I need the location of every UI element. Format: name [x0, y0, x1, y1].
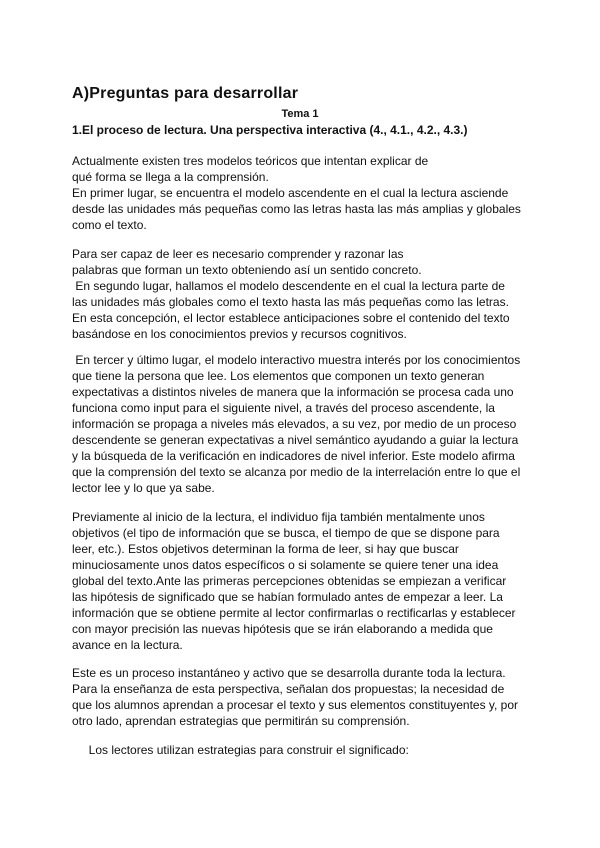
text-line: basándose en los conocimientos previos y recursos cognitivos.: [72, 327, 407, 341]
text-line: Este es un proceso instantáneo y activo que se desarrolla durante toda la lectura.: [72, 666, 506, 680]
text-line: descendente se generan expectativas a nivel semántico ayudando a guiar la lectura: [72, 433, 519, 447]
text-line: expectativas a distintos niveles de manera que la información se procesa cada uno: [72, 385, 514, 399]
text-line: que la comprensión del texto se alcanza por medio de la interrelación entre lo que el: [72, 465, 521, 479]
text-line: Para ser capaz de leer es necesario comprender y razonar las: [72, 247, 404, 261]
text-line: y la búsqueda de la verificación en indicadores de nivel inferior. Este modelo afirma: [72, 449, 515, 463]
text-line: global del texto.Ante las primeras percepciones obtenidas se empiezan a verificar: [72, 574, 507, 588]
paragraph-2: [72, 246, 542, 342]
text-line: En tercer y último lugar, el modelo interactivo muestra interés por los conocimientos: [72, 353, 521, 367]
text-line: En primer lugar, se encuentra el modelo ascendente en el cual la lectura asciende: [72, 186, 509, 200]
text-line: Actualmente existen tres modelos teóricos que intentan explicar de: [72, 154, 429, 168]
paragraph-3: [72, 352, 542, 496]
text-line: que tiene la persona que lee. Los elementos que componen un texto generan: [72, 369, 485, 383]
paragraph-6: [72, 742, 542, 758]
text-line: desde las unidades más pequeñas como las letras hasta las más amplias y globales: [72, 202, 521, 216]
text-line: como el texto.: [72, 218, 147, 232]
text-line: minuciosamente unos datos específicos o si solamente se quiere tener una idea: [72, 558, 499, 572]
text-line: En segundo lugar, hallamos el modelo descendente en el cual la lectura parte de: [72, 279, 505, 293]
text-line: otro lado, aprendan estrategias que permitirán su comprensión.: [72, 714, 410, 728]
paragraph-4: [72, 509, 542, 653]
text-line: Los lectores utilizan estrategias para construir el significado:: [72, 743, 409, 757]
text-line: objetivos (el tipo de información que se busca, el tiempo de que se dispone para: [72, 526, 500, 540]
text-line: Previamente al inicio de la lectura, el individuo fija también mentalmente unos: [72, 510, 485, 524]
text-line: funciona como input para el siguiente nivel, a través del proceso ascendente, la: [72, 401, 495, 415]
text-line: avance en la lectura.: [72, 638, 183, 652]
text-line: las unidades más globales como el texto hasta las más pequeñas como las letras.: [72, 295, 509, 309]
text-line: leer, etc.). Estos objetivos determinan la forma de leer, si hay que buscar: [72, 542, 459, 556]
text-line: las hipótesis de significado que se habían formulado antes de empezar a leer. La: [72, 590, 503, 604]
paragraph-5: [72, 665, 542, 729]
text-line: En esta concepción, el lector establece anticipaciones sobre el contenido del texto: [72, 311, 510, 325]
topic-subheading: 1.El proceso de lectura. Una perspectiva interactiva (4., 4.1., 4.2., 4.3.): [72, 123, 468, 137]
paragraph-1: [72, 153, 542, 233]
text-line: información se propaga a niveles más elevados, a su vez, por medio de un proceso: [72, 417, 517, 431]
text-line: con mayor precisión las nuevas hipótesis que se irán elaborando a medida que: [72, 622, 493, 636]
text-line: que los alumnos aprendan a procesar el texto y sus elementos constituyentes y, por: [72, 698, 519, 712]
section-heading: A)Preguntas para desarrollar: [72, 85, 299, 102]
text-line: palabras que forman un texto obteniendo así un sentido concreto.: [72, 263, 422, 277]
text-line: Para la enseñanza de esta perspectiva, señalan dos propuestas; la necesidad de: [72, 682, 505, 696]
text-line: lector lee y lo que ya sabe.: [72, 481, 215, 495]
text-line: qué forma se llega a la comprensión.: [72, 170, 269, 184]
text-line: información que se obtiene permite al lector confirmarlas o rectificarlas y establecer: [72, 606, 516, 620]
tema-label: Tema 1: [281, 108, 319, 120]
